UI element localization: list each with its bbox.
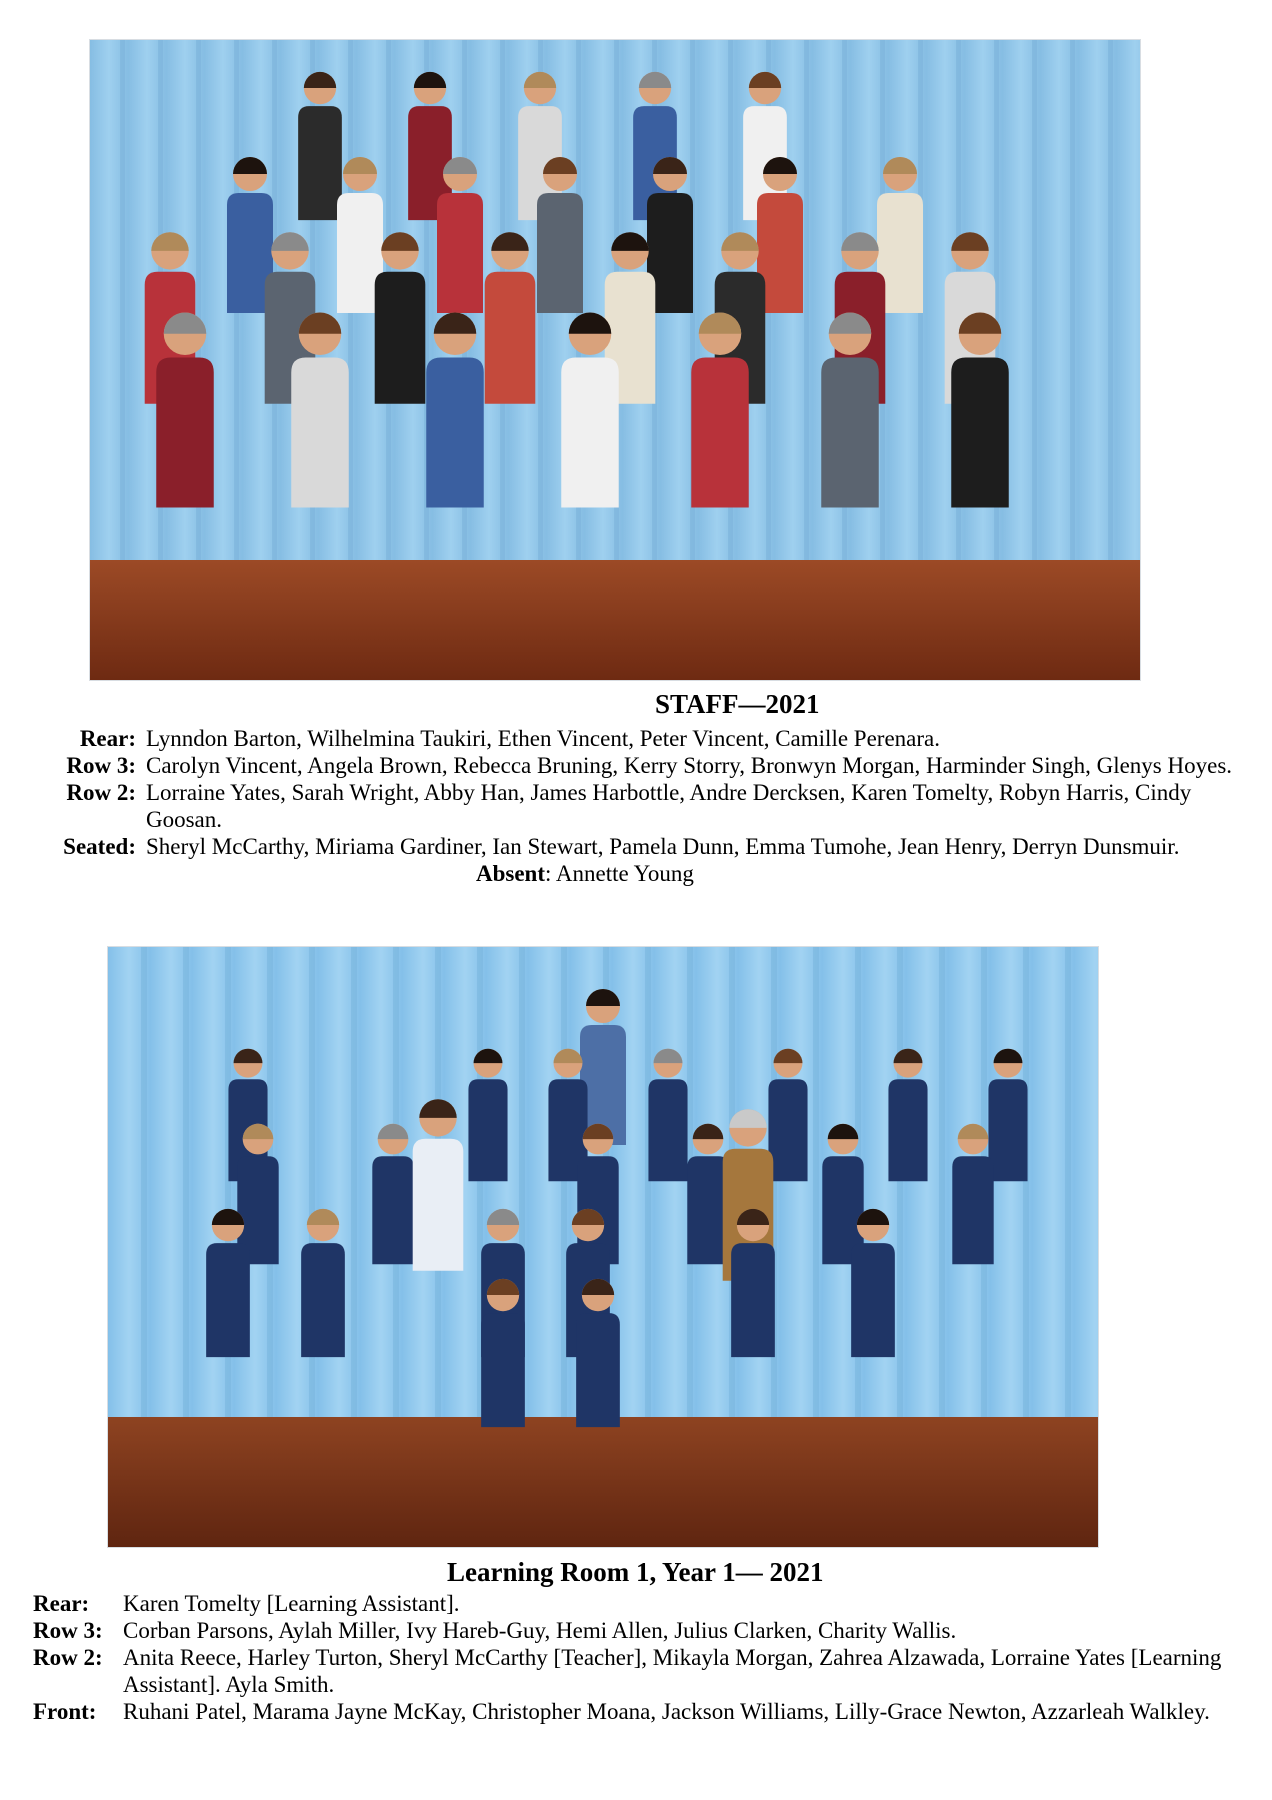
row-label: Rear: <box>79 726 136 751</box>
row-label: Row 2: <box>66 780 136 805</box>
row-label: Front: <box>33 1699 97 1724</box>
absent-names: : Annette Young <box>545 861 694 886</box>
class-group-photo <box>108 947 1098 1547</box>
staff-group-photo <box>90 40 1140 680</box>
absent-label: Absent <box>476 861 546 886</box>
staff-heading: STAFF—2021 <box>655 689 820 719</box>
row-label: Row 2: <box>33 1645 103 1670</box>
row-names: Ruhani Patel, Marama Jayne McKay, Christopher Moana, Jackson Williams, Lilly-Grace Newton, Azzarleah Walkley. <box>123 1699 1210 1724</box>
row-names: Carolyn Vincent, Angela Brown, Rebecca Bruning, Kerry Storry, Bronwyn Morgan, Harminder Singh, Glenys Hoyes. <box>146 753 1233 778</box>
row-label: Row 3: <box>33 1618 103 1643</box>
row-names: Lorraine Yates, Sarah Wright, Abby Han, James Harbottle, Andre Dercksen, Karen Tomelty, Robyn Harris, Cindy Goosan. <box>146 780 1192 832</box>
row-names: Corban Parsons, Aylah Miller, Ivy Hareb-Guy, Hemi Allen, Julius Clarken, Charity Wallis. <box>123 1618 957 1643</box>
class-heading: Learning Room 1, Year 1— 2021 <box>447 1557 824 1587</box>
row-names: Lynndon Barton, Wilhelmina Taukiri, Ethen Vincent, Peter Vincent, Camille Perenara. <box>146 726 940 751</box>
row-label: Seated: <box>63 834 136 859</box>
class-row-3 <box>33 1617 1233 1644</box>
row-names: Anita Reece, Harley Turton, Sheryl McCarthy [Teacher], Mikayla Morgan, Zahrea Alzawada, Lorraine Yates [Learning Assistant]. Ayla Smith. <box>123 1645 1222 1697</box>
staff-photo-image <box>90 40 1140 680</box>
class-photo-image <box>108 947 1098 1547</box>
staff-row-3 <box>45 752 1235 779</box>
staff-caption <box>45 725 1235 887</box>
class-row-rear <box>33 1590 1233 1617</box>
absent-note <box>476 860 694 887</box>
row-names-with-absent <box>146 833 1235 887</box>
row-names: Karen Tomelty [Learning Assistant]. <box>123 1591 460 1616</box>
row-label: Rear: <box>33 1591 90 1616</box>
staff-row-seated <box>45 833 1235 887</box>
staff-row-2 <box>45 779 1235 833</box>
staff-row-rear <box>45 725 1235 752</box>
row-names: Sheryl McCarthy, Miriama Gardiner, Ian Stewart, Pamela Dunn, Emma Tumohe, Jean Henry, Derryn Dunsmuir. <box>146 834 1180 859</box>
class-caption <box>33 1590 1233 1725</box>
row-label: Row 3: <box>66 753 136 778</box>
class-row-2 <box>33 1644 1233 1698</box>
class-row-front <box>33 1698 1233 1725</box>
